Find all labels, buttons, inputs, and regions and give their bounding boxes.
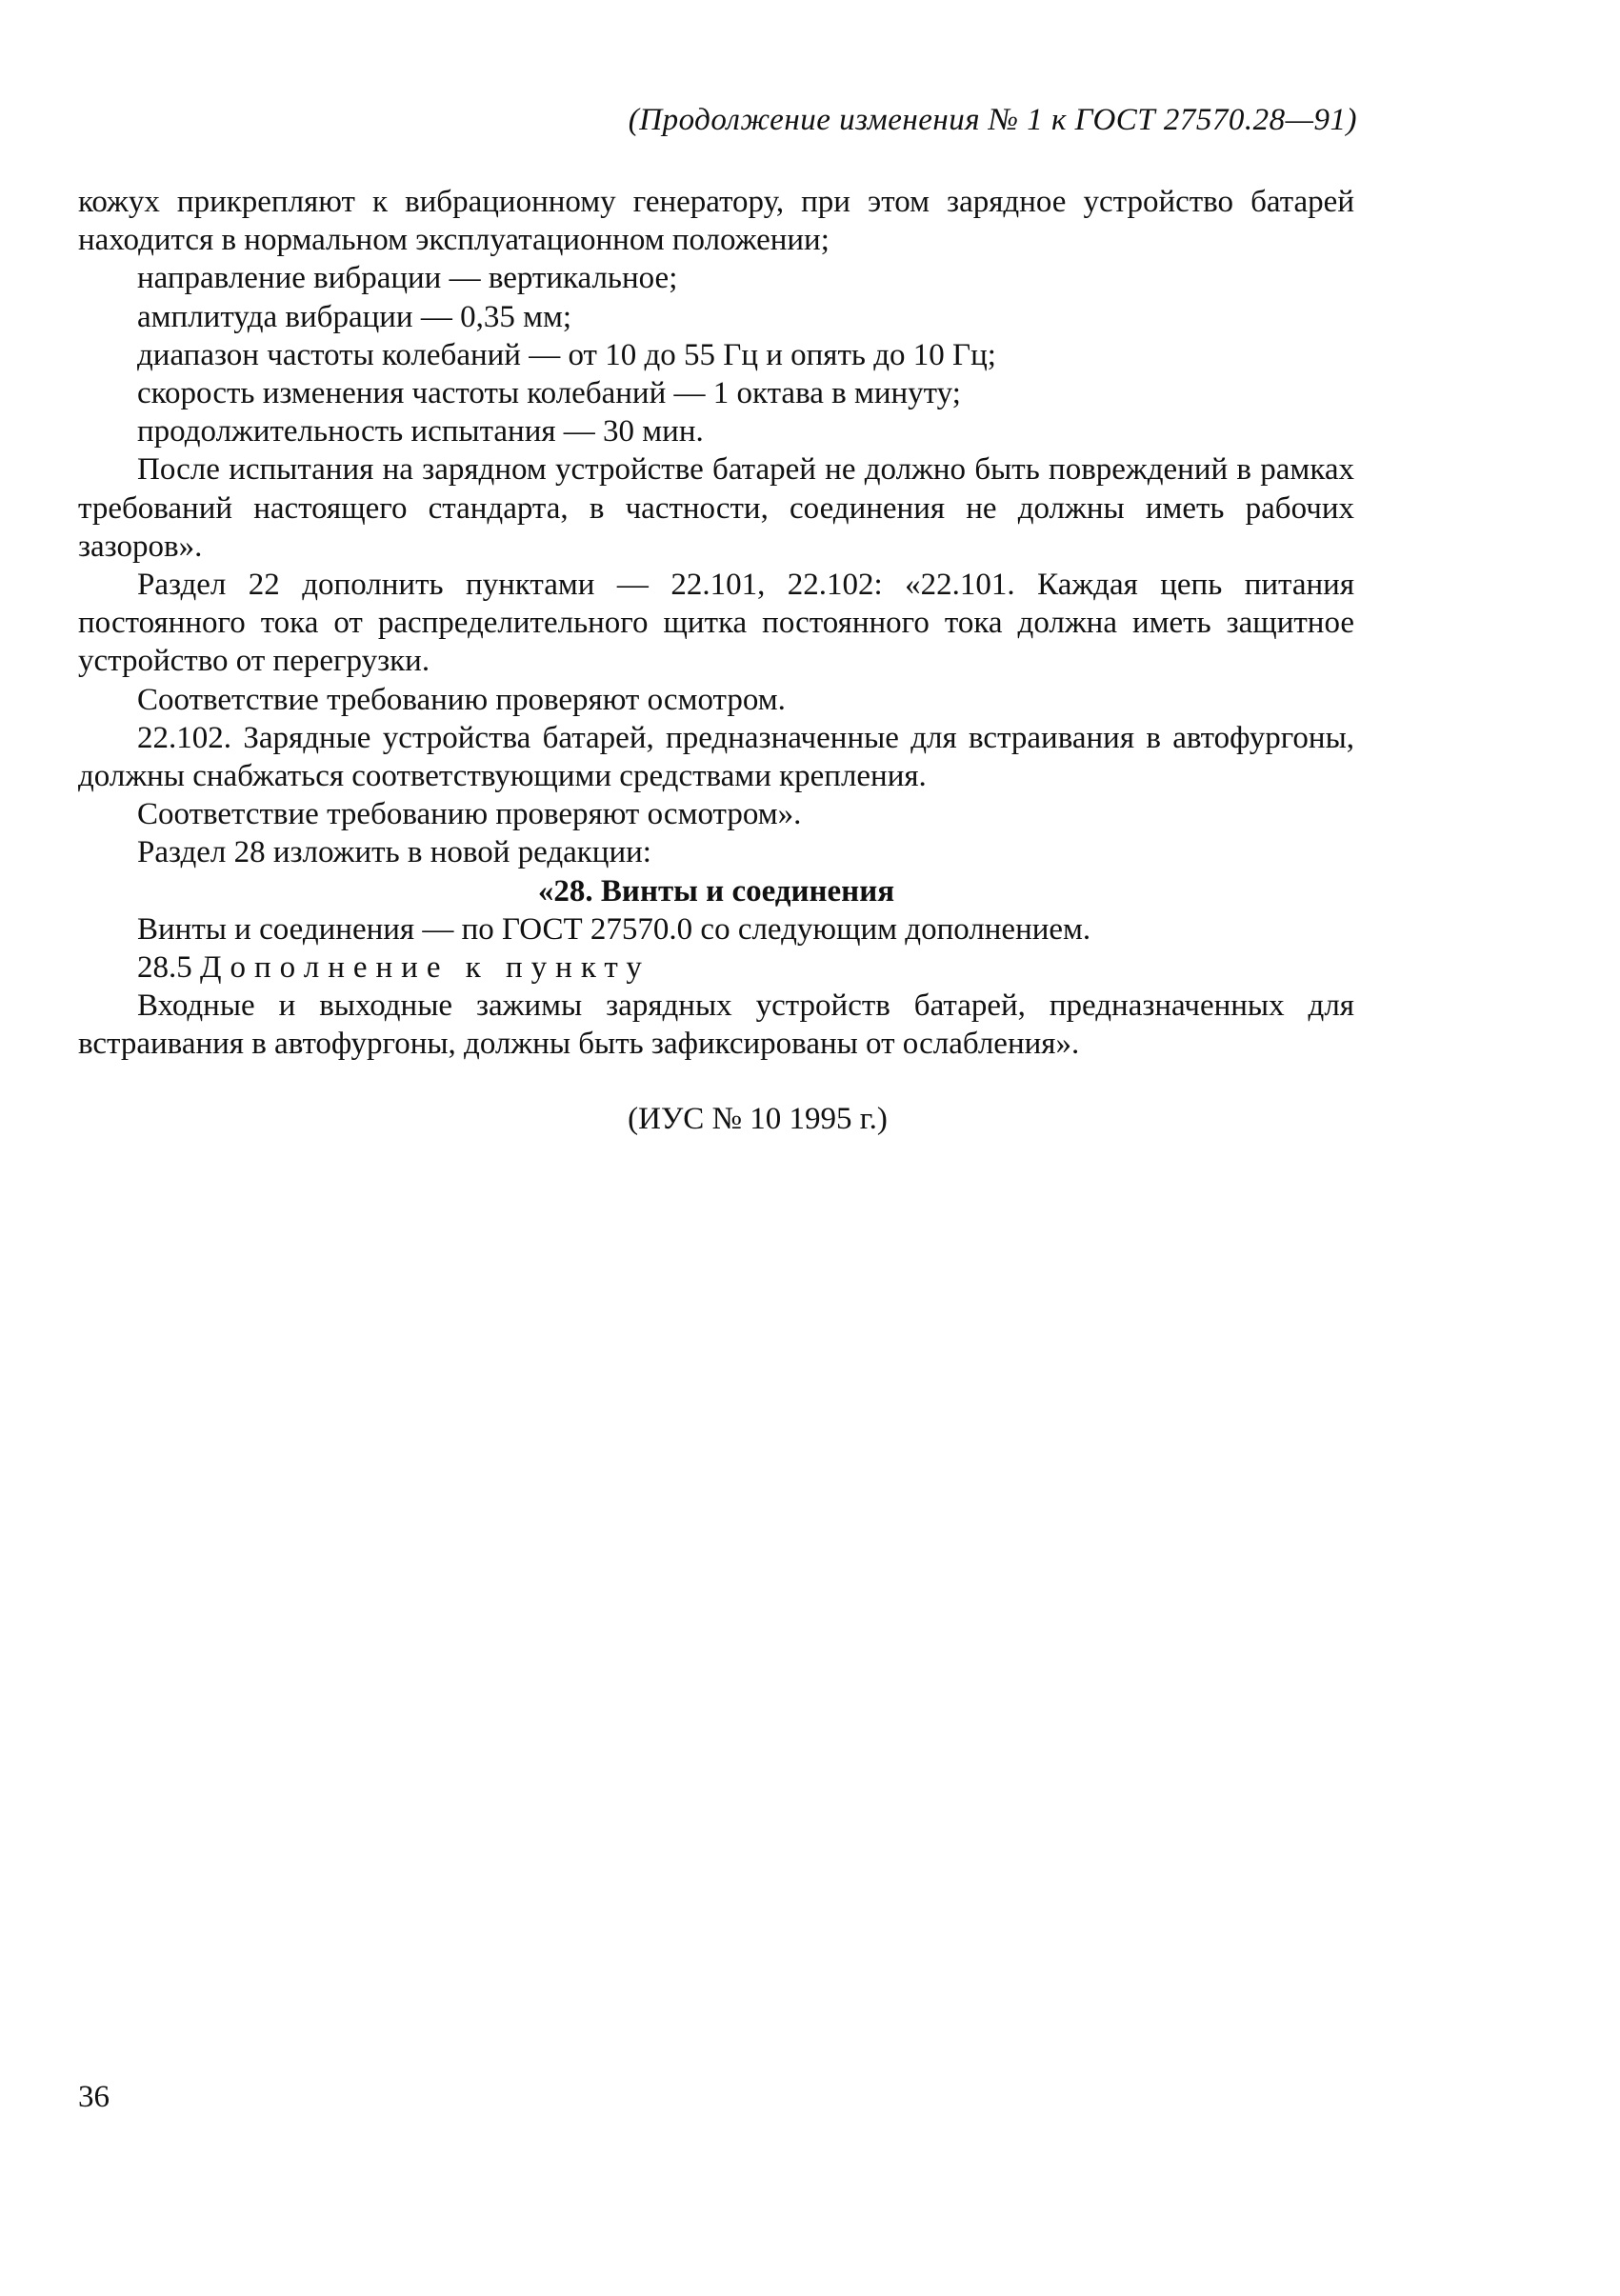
source-note: (ИУС № 10 1995 г.) xyxy=(628,1102,888,1136)
section-heading-28: «28. Винты и соединения xyxy=(537,873,895,908)
paragraph-after-test: После испытания на зарядном устройстве батарей не должно быть повреждений в рамках требований настоящего стандарта, в частности, соединения не должны иметь рабочих зазоров». xyxy=(78,452,1354,564)
paragraph-section-28-intro: Раздел 28 изложить в новой редакции: xyxy=(137,835,651,870)
paragraph-mounting: кожух прикрепляют к вибрационному генератору, при этом зарядное устройство батарей находится в нормальном эксплуатационном положении; xyxy=(78,185,1354,258)
paragraph-28-5 xyxy=(78,948,1354,987)
paragraph-22-102: 22.102. Зарядные устройства батарей, предназначенные для встраивания в автофургоны, должны снабжаться соответствующими средствами крепления. xyxy=(78,720,1354,794)
document-body xyxy=(78,183,1354,1064)
paragraph-compliance-2: Соответствие требованию проверяют осмотром». xyxy=(137,797,802,832)
paragraph-frequency-rate: скорость изменения частоты колебаний — 1 октава в минуту; xyxy=(137,376,961,411)
running-header: (Продолжение изменения № 1 к ГОСТ 27570.28—91) xyxy=(628,103,1357,137)
paragraph-frequency-range: диапазон частоты колебаний — от 10 до 55 Гц и опять до 10 Гц; xyxy=(137,337,996,372)
paragraph-test-duration: продолжительность испытания — 30 мин. xyxy=(137,414,704,449)
clause-number: 28.5 xyxy=(137,950,192,986)
page-number: 36 xyxy=(78,2080,110,2114)
clause-spaced-title: Дополнение к пункту xyxy=(200,950,650,986)
paragraph-screws-connections: Винты и соединения — по ГОСТ 27570.0 со следующим дополнением. xyxy=(137,911,1091,947)
paragraph-terminals: Входные и выходные зажимы зарядных устройств батарей, предназначенных для встраивания в автофургоны, должны быть зафиксированы от ослабления». xyxy=(78,988,1354,1062)
paragraph-vibration-direction: направление вибрации — вертикальное; xyxy=(137,261,678,296)
paragraph-vibration-amplitude: амплитуда вибрации — 0,35 мм; xyxy=(137,299,572,334)
paragraph-section-22: Раздел 22 дополнить пунктами — 22.101, 22.102: «22.101. Каждая цепь питания постоянного тока от распределительного щитка постоянного тока должна иметь защитное устройство от перегрузки. xyxy=(78,568,1354,679)
paragraph-compliance-1: Соответствие требованию проверяют осмотром. xyxy=(137,682,786,717)
